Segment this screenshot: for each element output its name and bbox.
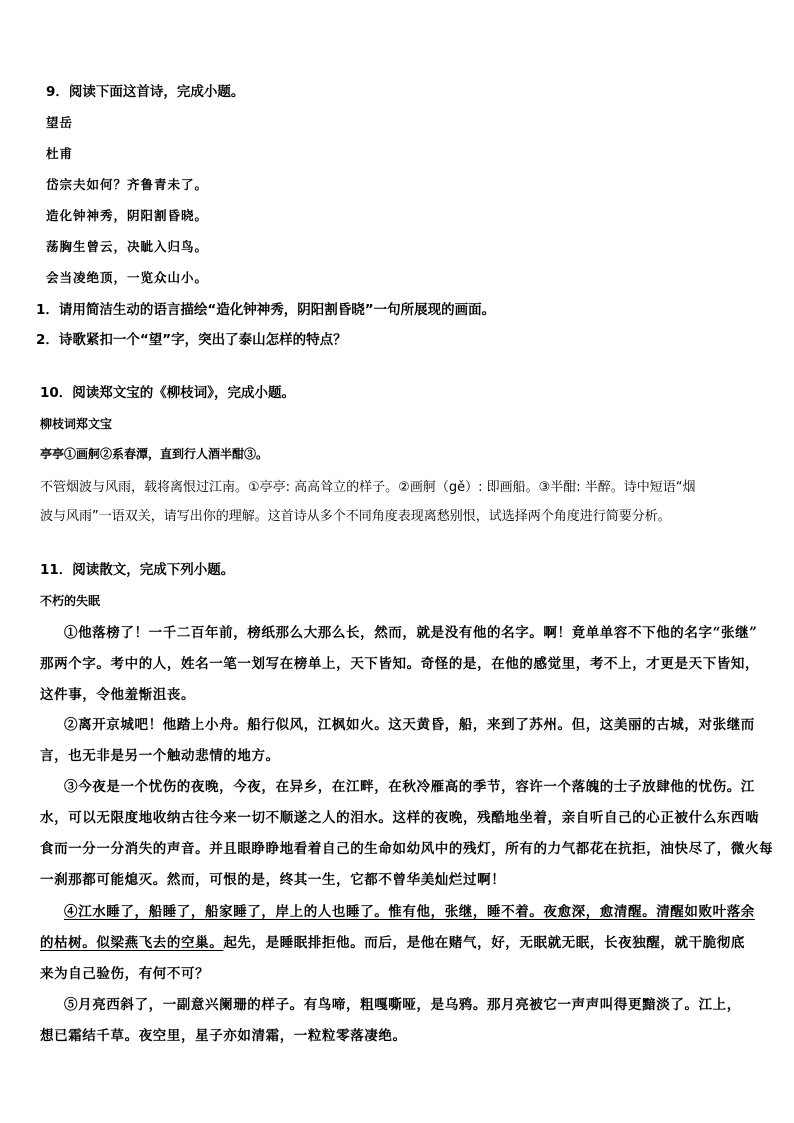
q11-p2-line-1: ②离开京城吧！他踏上小舟。船行似风，江枫如火。这天黄昏，船，来到了苏州。但，这美丽的古城，对张继而 — [64, 717, 755, 733]
q9-poet: 杜甫 — [46, 146, 74, 161]
q11-p5-line-1: ⑤月亮西斜了，一副意兴阑珊的样子。有鸟啼，粗嘎嘶哑，是乌鸦。那月亮被它一声声叫得更黯淡了。江上， — [64, 997, 741, 1013]
q9-heading: 9．阅读下面这首诗，完成小题。 — [46, 84, 245, 100]
q11-p2-line-2: 言，也无非是另一个触动悲情的地方。 — [40, 748, 280, 764]
q10-body-line-2: 波与风雨”一语双关，请写出你的理解。这首诗从多个不同角度表现离愁别恨，试选择两个角度进行简要分析。 — [40, 509, 671, 524]
q10-body-line-1: 不管烟波与风雨，载将离恨过江南。①亭亭: 高高耸立的样子。②画舸（gě）: 即画船。③半酣: 半醉。诗中短语“烟 — [40, 480, 696, 495]
q11-p1-line-3: 这件事，令他羞惭沮丧。 — [40, 687, 196, 703]
q9-poem-line-1: 岱宗夫如何？齐鲁青未了。 — [46, 177, 209, 192]
q9-poem-title: 望岳 — [46, 115, 74, 130]
q10-heading: 10．阅读郑文宝的《柳枝词》，完成小题。 — [40, 385, 296, 401]
q11-p3-line-2: 水，可以无限度地收纳古往今来一切不顺遂之人的泪水。这样的夜晚，残酷地坐着，亲自听自己的心正被什么东西啮 — [40, 810, 760, 826]
q9-question-1: 1．请用简洁生动的语言描绘“造化钟神秀，阴阳割昏晓”一句所展现的画面。 — [36, 302, 496, 318]
q11-essay-title: 不朽的失眠 — [40, 594, 101, 608]
q9-question-2: 2．诗歌紧扣一个“望”字，突出了泰山怎样的特点？ — [36, 332, 347, 348]
q11-heading: 11．阅读散文，完成下列小题。 — [40, 562, 235, 578]
q11-p3-line-4: 一刹那都可能熄灭。然而，可恨的是，终其一生，它都不曾华美灿烂过啊！ — [40, 872, 506, 888]
q11-p3-line-3: 食而一分一分消失的声音。并且眼睁睁地看着自己的生命如幼风中的残灯，所有的力气都花在抗拒，油快尽了，微火每 — [40, 841, 774, 857]
q11-p4-line-2-rest: 起先，是睡眠排拒他。而后，是他在赌气，好，无眠就无眠，长夜独醒，就干脆彻底 — [223, 935, 746, 951]
q11-p4-line-3: 来为自己验伤，有何不可？ — [40, 966, 210, 982]
q11-p4-line-1-underlined: ④江水睡了，船睡了，船家睡了，岸上的人也睡了。惟有他，张继，睡不着。夜愈深，愈清醒。清醒如败叶落余 — [64, 904, 755, 920]
q9-poem-line-4: 会当凌绝顶，一览众山小。 — [46, 270, 209, 285]
q10-poem-line: 亭亭①画舸②系春潭，直到行人酒半酣③。 — [40, 447, 269, 461]
q9-poem-line-3: 荡胸生曾云，决眦入归鸟。 — [46, 239, 209, 254]
q11-p4-underlined-phrase: 的枯树。似梁燕飞去的空巢。 — [40, 935, 224, 951]
q10-poem-title: 柳枝词郑文宝 — [40, 417, 113, 431]
q11-p4-line-2 — [40, 933, 760, 953]
q11-p3-line-1: ③今夜是一个忧伤的夜晚，今夜，在异乡，在江畔，在秋冷雁高的季节，容许一个落魄的士子放肆他的忧伤。江 — [64, 779, 755, 795]
q11-p5-line-2: 想已霜结千草。夜空里，星子亦如清霜，一粒粒零落凄绝。 — [40, 1028, 407, 1044]
q9-poem-line-2: 造化钟神秀，阴阳割昏晓。 — [46, 208, 209, 223]
q11-p1-line-2: 那两个字。考中的人，姓名一笔一划写在榜单上，天下皆知。奇怪的是，在他的感觉里，考不上，才更是天下皆知， — [40, 656, 760, 672]
q11-p1-line-1: ①他落榜了！一千二百年前，榜纸那么大那么长，然而，就是没有他的名字。啊！竟单单容不下他的名字“张继” — [64, 625, 758, 641]
